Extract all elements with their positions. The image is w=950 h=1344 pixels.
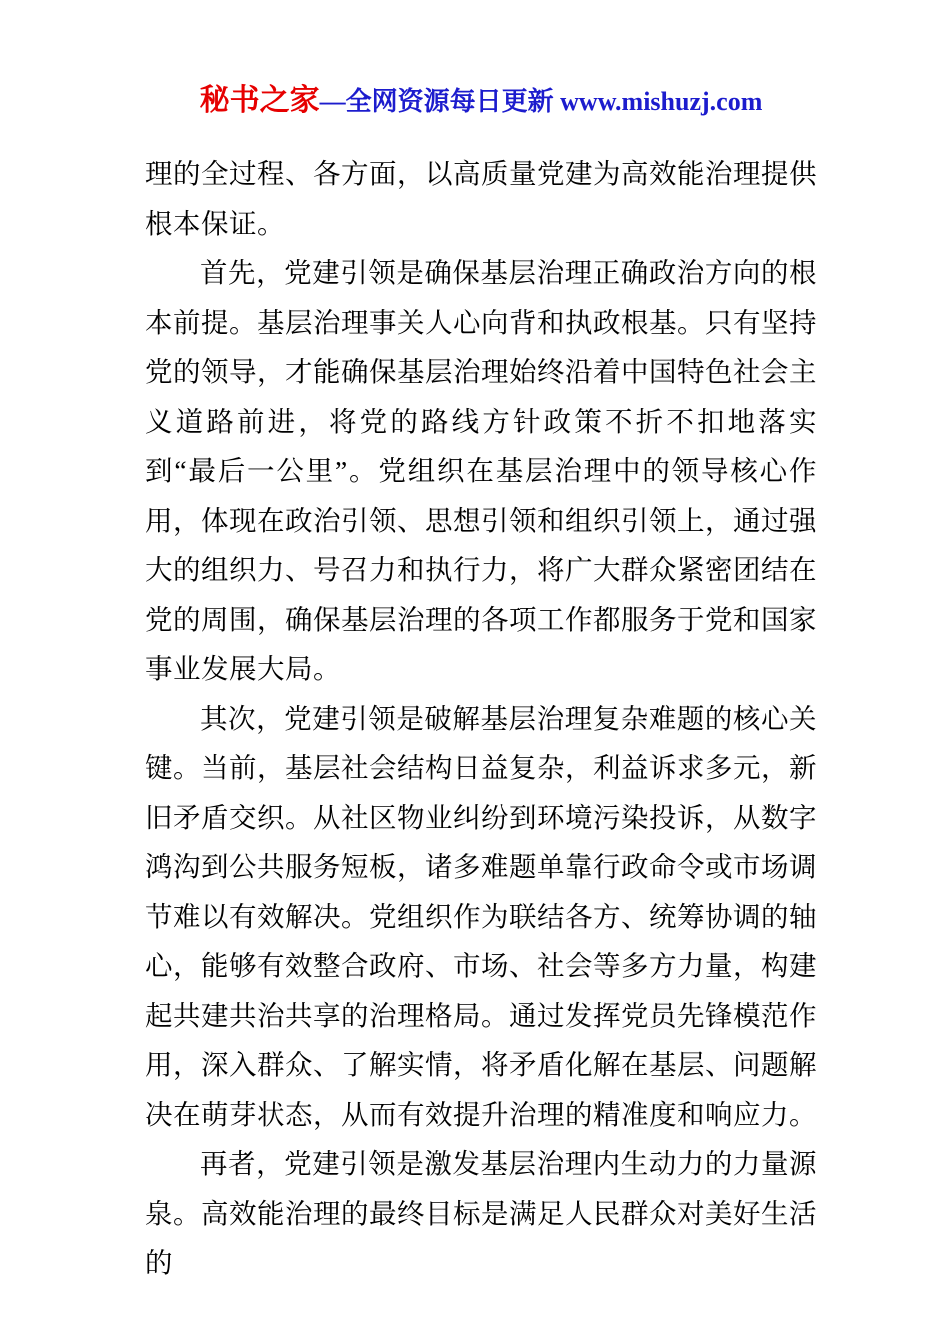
- doc-header: [145, 84, 817, 123]
- paragraph-continuation: 理的全过程、各方面，以高质量党建为高效能治理提供根本保证。: [145, 158, 817, 239]
- paragraph-first-point: 首先，党建引领是确保基层治理正确政治方向的根本前提。基层治理事关人心向背和执政根基。只有坚持党的领导，才能确保基层治理始终沿着中国特色社会主义道路前进，将党的路线方针政策不折不扣地落实到“最后一公里”。党组织在基层治理中的领导核心作用，体现在政治引领、思想引领和组织引领上，通过强大的组织力、号召力和执行力，将广大群众紧密团结在党的周围，确保基层治理的各项工作都服务于党和国家事业发展大局。: [145, 257, 817, 684]
- site-name: 秘书之家: [199, 84, 320, 117]
- document-body: [145, 149, 817, 1288]
- site-url: www.mishuzj.com: [560, 87, 763, 116]
- paragraph-second-point: 其次，党建引领是破解基层治理复杂难题的核心关键。当前，基层社会结构日益复杂，利益诉求多元，新旧矛盾交织。从社区物业纠纷到环境污染投诉，从数字鸿沟到公共服务短板，诸多难题单靠行政命令或市场调节难以有效解决。党组织作为联结各方、统筹协调的轴心，能够有效整合政府、市场、社会等多方力量，构建起共建共治共享的治理格局。通过发挥党员先锋模范作用，深入群众、了解实情，将矛盾化解在基层、问题解决在萌芽状态，从而有效提升治理的精准度和响应力。: [145, 702, 817, 1130]
- paragraph-third-point: 再者，党建引领是激发基层治理内生动力的力量源泉。高效能治理的最终目标是满足人民群众对美好生活的: [145, 1148, 817, 1278]
- header-tagline: —全网资源每日更新: [319, 87, 561, 116]
